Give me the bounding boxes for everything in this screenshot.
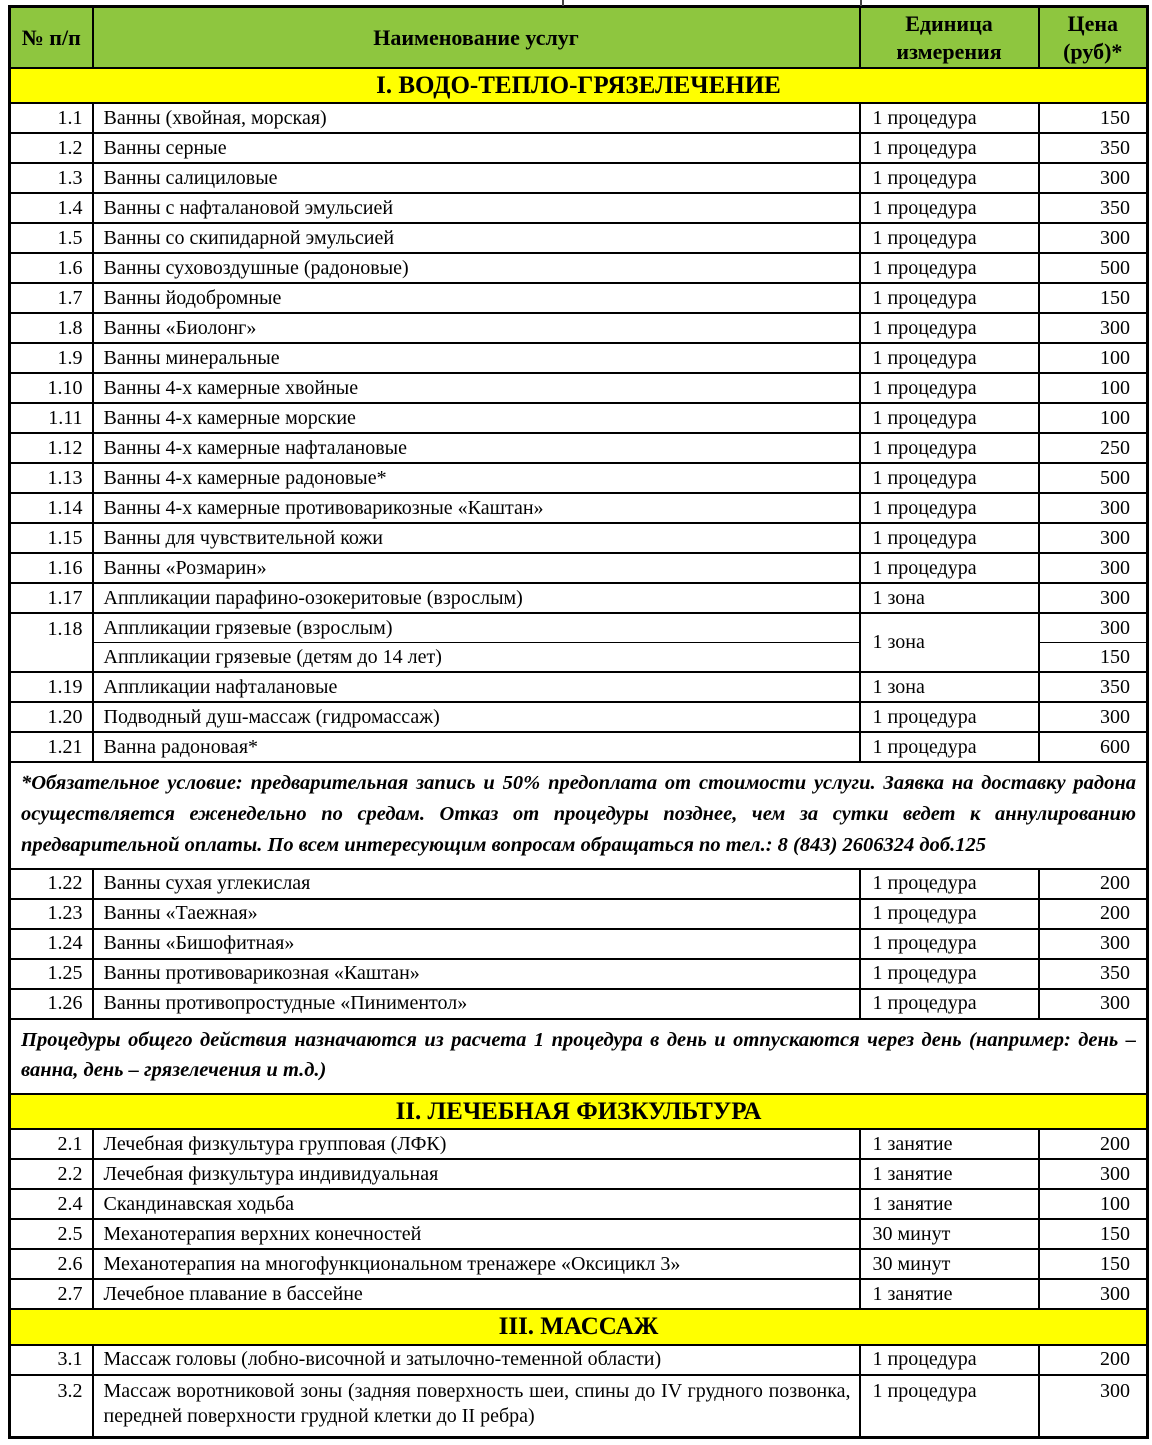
unit-of-measure: 1 занятие (860, 1279, 1039, 1309)
unit-of-measure: 1 процедура (860, 523, 1039, 553)
price-value: 500 (1039, 463, 1148, 493)
price-value: 200 (1039, 1345, 1148, 1375)
price-value: 150 (1039, 1219, 1148, 1249)
service-name: Аппликации нафталановые (93, 672, 860, 702)
price-value: 150 (1039, 643, 1148, 673)
unit-of-measure: 1 процедура (860, 1375, 1039, 1438)
row-number: 1.9 (10, 343, 93, 373)
service-row (10, 103, 1148, 133)
unit-of-measure: 1 процедура (860, 283, 1039, 313)
service-name: Ванны «Таежная» (93, 899, 860, 929)
section-title: II. ЛЕЧЕБНАЯ ФИЗКУЛЬТУРА (10, 1094, 1148, 1129)
unit-of-measure: 1 процедура (860, 869, 1039, 899)
column-header-number: № п/п (10, 7, 93, 69)
row-number: 2.4 (10, 1189, 93, 1219)
service-name: Ванны 4-х камерные противоварикозные «Каштан» (93, 493, 860, 523)
unit-of-measure: 1 процедура (860, 989, 1039, 1019)
row-number: 2.2 (10, 1159, 93, 1189)
service-name: Ванны противопростудные «Пиниментол» (93, 989, 860, 1019)
service-name: Механотерапия на многофункциональном тренажере «Оксицикл 3» (93, 1249, 860, 1279)
row-number: 1.2 (10, 133, 93, 163)
service-name: Ванны «Биолонг» (93, 313, 860, 343)
row-number: 1.17 (10, 583, 93, 613)
unit-of-measure: 1 зона (860, 583, 1039, 613)
column-header-service-name: Наименование услуг (93, 7, 860, 69)
service-row (10, 959, 1148, 989)
service-name: Ванны со скипидарной эмульсией (93, 223, 860, 253)
price-value: 300 (1039, 493, 1148, 523)
service-row (10, 1189, 1148, 1219)
service-row (10, 223, 1148, 253)
row-number: 3.2 (10, 1375, 93, 1438)
price-value: 300 (1039, 613, 1148, 643)
section-header-row (10, 1094, 1148, 1129)
column-header-unit: Единица измерения (860, 7, 1039, 69)
row-number: 1.20 (10, 702, 93, 732)
service-name: Лечебная физкультура индивидуальная (93, 1159, 860, 1189)
table-header-row (10, 7, 1148, 69)
price-value: 600 (1039, 732, 1148, 762)
row-number: 1.13 (10, 463, 93, 493)
price-table (8, 5, 1149, 1439)
note-row (10, 762, 1148, 868)
service-row (10, 193, 1148, 223)
row-number: 1.18 (10, 613, 93, 672)
row-number: 1.14 (10, 493, 93, 523)
service-row (10, 253, 1148, 283)
service-row-merged-top (10, 613, 1148, 643)
service-name: Ванны минеральные (93, 343, 860, 373)
unit-of-measure: 1 зона (860, 613, 1039, 672)
service-name: Ванны для чувствительной кожи (93, 523, 860, 553)
row-number: 1.5 (10, 223, 93, 253)
row-number: 1.3 (10, 163, 93, 193)
service-name: Механотерапия верхних конечностей (93, 1219, 860, 1249)
row-number: 1.12 (10, 433, 93, 463)
service-row (10, 869, 1148, 899)
row-number: 1.7 (10, 283, 93, 313)
row-number: 1.1 (10, 103, 93, 133)
top-crop-artifact (562, 0, 564, 6)
price-table-body (10, 7, 1148, 1438)
row-number: 1.8 (10, 313, 93, 343)
price-value: 350 (1039, 959, 1148, 989)
row-number: 1.26 (10, 989, 93, 1019)
unit-of-measure: 1 занятие (860, 1129, 1039, 1159)
price-value: 100 (1039, 343, 1148, 373)
service-row (10, 373, 1148, 403)
top-crop-artifact (860, 0, 862, 6)
service-row (10, 1129, 1148, 1159)
service-name: Подводный душ-массаж (гидромассаж) (93, 702, 860, 732)
service-name: Ванны с нафталановой эмульсией (93, 193, 860, 223)
price-value: 300 (1039, 553, 1148, 583)
price-value: 100 (1039, 373, 1148, 403)
service-row (10, 899, 1148, 929)
price-value: 250 (1039, 433, 1148, 463)
unit-of-measure: 1 процедура (860, 223, 1039, 253)
unit-of-measure: 1 зона (860, 672, 1039, 702)
unit-of-measure: 1 процедура (860, 959, 1039, 989)
service-row (10, 463, 1148, 493)
column-header-price: Цена (руб)* (1039, 7, 1148, 69)
row-number: 1.10 (10, 373, 93, 403)
unit-of-measure: 1 процедура (860, 702, 1039, 732)
price-value: 300 (1039, 989, 1148, 1019)
price-value: 200 (1039, 899, 1148, 929)
price-value: 150 (1039, 1249, 1148, 1279)
service-row (10, 403, 1148, 433)
row-number: 1.15 (10, 523, 93, 553)
unit-of-measure: 30 минут (860, 1219, 1039, 1249)
price-value: 300 (1039, 929, 1148, 959)
row-number: 2.6 (10, 1249, 93, 1279)
row-number: 1.6 (10, 253, 93, 283)
unit-of-measure: 1 процедура (860, 553, 1039, 583)
service-name: Массаж головы (лобно-височной и затылочно-теменной области) (93, 1345, 860, 1375)
unit-of-measure: 1 занятие (860, 1189, 1039, 1219)
unit-of-measure: 1 процедура (860, 133, 1039, 163)
price-value: 100 (1039, 1189, 1148, 1219)
service-name: Ванны 4-х камерные радоновые* (93, 463, 860, 493)
price-value: 200 (1039, 869, 1148, 899)
service-name: Ванны сухая углекислая (93, 869, 860, 899)
row-number: 2.1 (10, 1129, 93, 1159)
service-row (10, 989, 1148, 1019)
section-title: III. МАССАЖ (10, 1309, 1148, 1344)
service-name: Ванны серные (93, 133, 860, 163)
note-row (10, 1019, 1148, 1095)
price-value: 300 (1039, 313, 1148, 343)
unit-of-measure: 1 процедура (860, 493, 1039, 523)
section-header-row (10, 1309, 1148, 1344)
service-name: Аппликации грязевые (взрослым) (93, 613, 860, 643)
row-number: 2.5 (10, 1219, 93, 1249)
service-name: Ванна радоновая* (93, 732, 860, 762)
price-value: 150 (1039, 103, 1148, 133)
unit-of-measure: 1 процедура (860, 163, 1039, 193)
unit-of-measure: 1 процедура (860, 899, 1039, 929)
service-row (10, 1219, 1148, 1249)
row-number: 1.24 (10, 929, 93, 959)
service-row (10, 553, 1148, 583)
price-value: 300 (1039, 1375, 1148, 1438)
service-name: Аппликации парафино-озокеритовые (взрослым) (93, 583, 860, 613)
service-row (10, 672, 1148, 702)
row-number: 1.22 (10, 869, 93, 899)
service-name: Лечебная физкультура групповая (ЛФК) (93, 1129, 860, 1159)
price-value: 150 (1039, 283, 1148, 313)
service-row-two-line (10, 1375, 1148, 1438)
service-row (10, 1159, 1148, 1189)
service-row (10, 702, 1148, 732)
price-value: 300 (1039, 702, 1148, 732)
service-row (10, 929, 1148, 959)
section-header-row (10, 68, 1148, 103)
service-row (10, 1249, 1148, 1279)
section-title: I. ВОДО-ТЕПЛО-ГРЯЗЕЛЕЧЕНИЕ (10, 68, 1148, 103)
service-name: Ванны «Бишофитная» (93, 929, 860, 959)
row-number: 1.23 (10, 899, 93, 929)
service-row (10, 433, 1148, 463)
service-name: Аппликации грязевые (детям до 14 лет) (93, 643, 860, 673)
price-value: 300 (1039, 1279, 1148, 1309)
service-name: Ванны салициловые (93, 163, 860, 193)
service-name: Ванны (хвойная, морская) (93, 103, 860, 133)
unit-of-measure: 1 процедура (860, 463, 1039, 493)
service-row (10, 583, 1148, 613)
price-value: 350 (1039, 193, 1148, 223)
price-value: 300 (1039, 523, 1148, 553)
price-value: 300 (1039, 1159, 1148, 1189)
service-row (10, 313, 1148, 343)
row-number: 1.16 (10, 553, 93, 583)
price-value: 300 (1039, 163, 1148, 193)
note-text: *Обязательное условие: предварительная запись и 50% предоплата от стоимости услуги. Заявка на доставку радона осуществляется еженедельно по средам. Отказ от процедуры позднее, чем за сутки ведет к аннулированию предварительной оплаты. По всем интересующим вопросам обращаться по тел.: 8 (843) 2606324 доб.125 (10, 762, 1148, 868)
unit-of-measure: 30 минут (860, 1249, 1039, 1279)
row-number: 1.11 (10, 403, 93, 433)
price-value: 500 (1039, 253, 1148, 283)
price-value: 350 (1039, 672, 1148, 702)
row-number: 1.21 (10, 732, 93, 762)
unit-of-measure: 1 процедура (860, 373, 1039, 403)
service-row (10, 343, 1148, 373)
price-value: 300 (1039, 223, 1148, 253)
row-number: 3.1 (10, 1345, 93, 1375)
service-row (10, 523, 1148, 553)
row-number: 2.7 (10, 1279, 93, 1309)
row-number: 1.25 (10, 959, 93, 989)
unit-of-measure: 1 процедура (860, 193, 1039, 223)
unit-of-measure: 1 процедура (860, 343, 1039, 373)
service-name: Ванны 4-х камерные нафталановые (93, 433, 860, 463)
unit-of-measure: 1 процедура (860, 403, 1039, 433)
unit-of-measure: 1 процедура (860, 732, 1039, 762)
unit-of-measure: 1 занятие (860, 1159, 1039, 1189)
price-value: 200 (1039, 1129, 1148, 1159)
service-name: Ванны суховоздушные (радоновые) (93, 253, 860, 283)
service-row (10, 163, 1148, 193)
service-name: Ванны йодобромные (93, 283, 860, 313)
service-name: Лечебное плавание в бассейне (93, 1279, 860, 1309)
service-row (10, 1345, 1148, 1375)
unit-of-measure: 1 процедура (860, 253, 1039, 283)
row-number: 1.19 (10, 672, 93, 702)
unit-of-measure: 1 процедура (860, 929, 1039, 959)
unit-of-measure: 1 процедура (860, 313, 1039, 343)
service-row (10, 133, 1148, 163)
service-row (10, 283, 1148, 313)
unit-of-measure: 1 процедура (860, 433, 1039, 463)
service-name: Ванны «Розмарин» (93, 553, 860, 583)
service-name: Ванны 4-х камерные морские (93, 403, 860, 433)
service-row (10, 493, 1148, 523)
service-name: Массаж воротниковой зоны (задняя поверхность шеи, спины до IV грудного позвонка, передней поверхности грудной клетки до II ребра) (93, 1375, 860, 1438)
service-name: Скандинавская ходьба (93, 1189, 860, 1219)
note-text: Процедуры общего действия назначаются из расчета 1 процедура в день и отпускаются через день (например: день – ванна, день – грязелечения и т.д.) (10, 1019, 1148, 1095)
row-number: 1.4 (10, 193, 93, 223)
service-name: Ванны 4-х камерные хвойные (93, 373, 860, 403)
unit-of-measure: 1 процедура (860, 1345, 1039, 1375)
price-value: 300 (1039, 583, 1148, 613)
service-name: Ванны противоварикозная «Каштан» (93, 959, 860, 989)
price-value: 350 (1039, 133, 1148, 163)
price-value: 100 (1039, 403, 1148, 433)
service-row (10, 732, 1148, 762)
unit-of-measure: 1 процедура (860, 103, 1039, 133)
service-row (10, 1279, 1148, 1309)
